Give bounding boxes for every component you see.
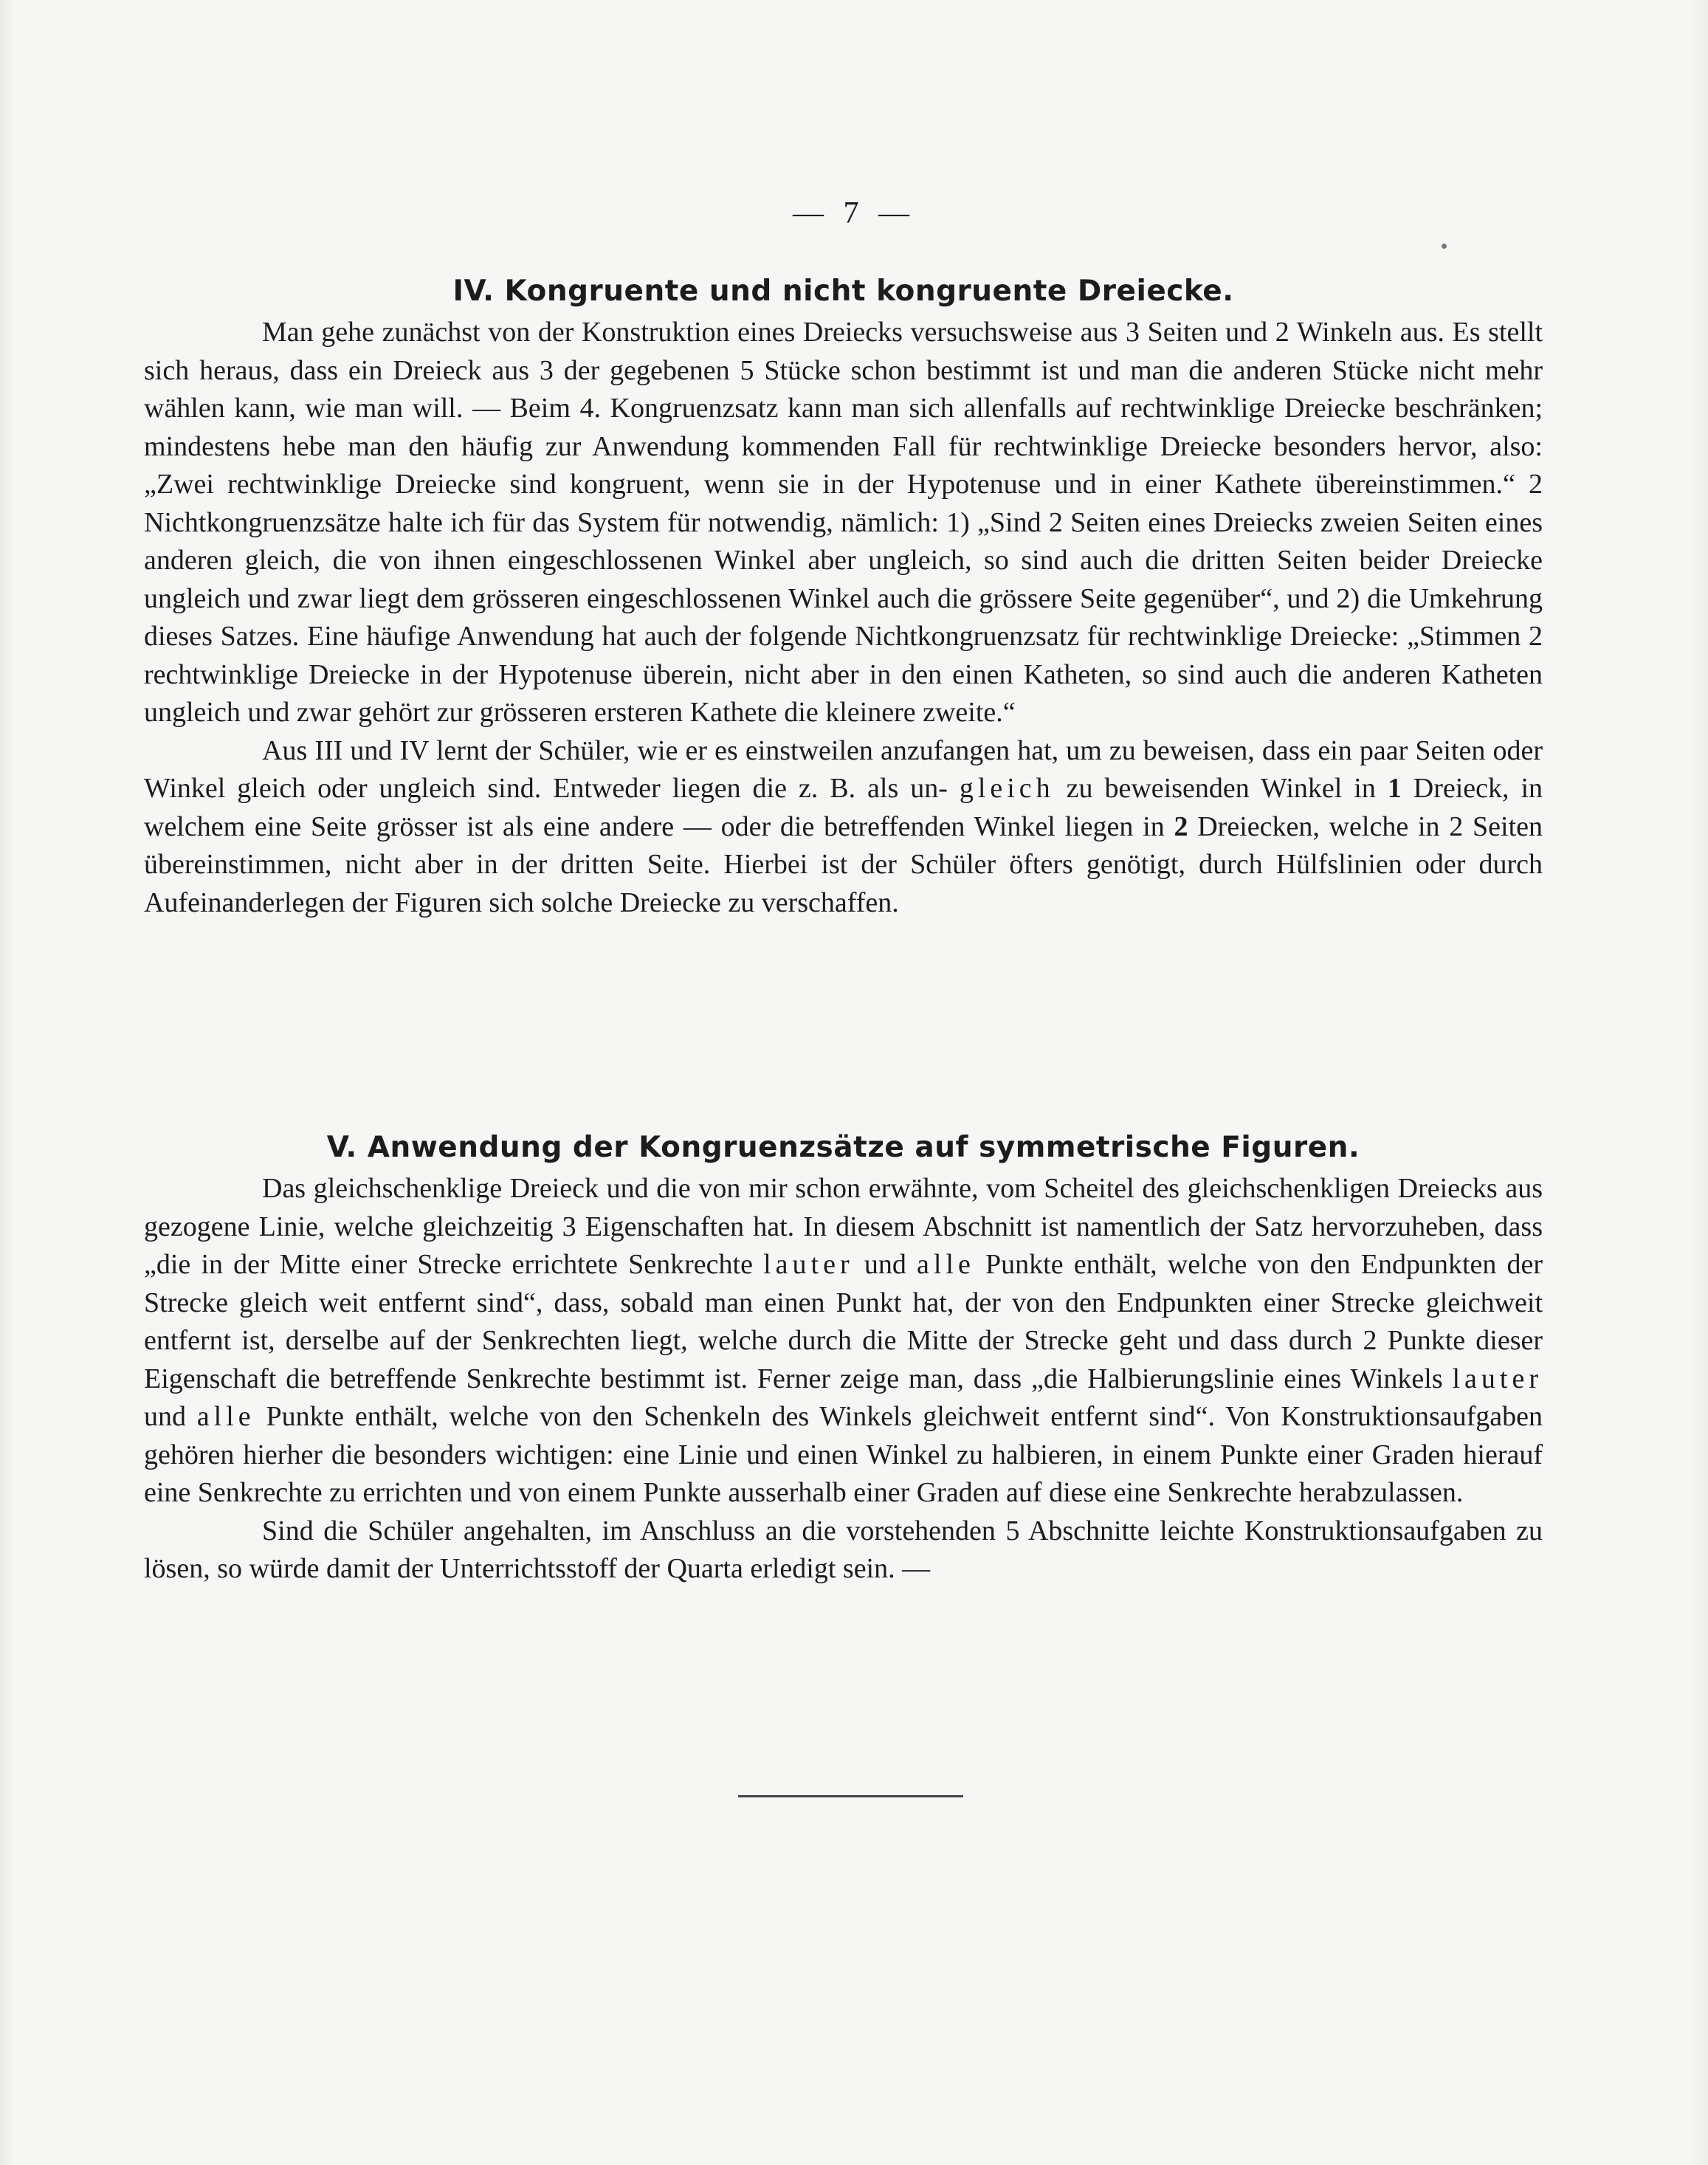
text-run: Das gleichschenklige Dreieck und die von mir schon erwähnte, vom Scheitel des gleichschenkligen Dreiecks aus gezogene Linie, welche gleichzeitig 3 Eigenschaften hat. In diesem Abschnitt ist namentlich der Satz hervorzuheben, dass „die in der Mitte einer Strecke errichtete Senkrechte — [144, 1173, 1543, 1280]
closing-rule — [738, 1795, 963, 1797]
text-run: Aus III und IV lernt der Schüler, wie er es einstweilen anzufangen hat, um zu beweisen, dass ein paar Seiten oder Winkel gleich oder ungleich sind. Entweder liegen die z. B. als un- — [144, 734, 1543, 804]
spaced-emphasis: gleich — [959, 773, 1055, 804]
text-run: und — [144, 1401, 186, 1432]
page-number: — 7 — — [793, 196, 915, 230]
scan-speck — [1442, 244, 1447, 249]
bold-number: 2 — [1174, 810, 1188, 842]
section-4 — [144, 269, 1543, 922]
text-run: Punkte enthält, welche von den Endpunkten der Strecke gleich weit entfernt sind“, dass, sobald man einen Punkt hat, der von den Endpunkten einer Strecke gleichweit entfernt ist, derselbe auf der Senkrechten liegt, welche durch die Mitte der Strecke geht und dass durch 2 Punkte dieser Eigenschaft die betreffende Senkrechte bestimmt ist. Ferner zeige man, dass „die Halbierungslinie eines Winkels — [144, 1249, 1543, 1394]
section-4-paragraph-2 — [144, 732, 1543, 923]
section-5-paragraph-2: Sind die Schüler angehalten, im Anschluss an die vorstehenden 5 Abschnitte leichte Konstruktionsaufgaben zu lösen, so würde damit der Unterrichtsstoff der Quarta erledigt sein. — — [144, 1515, 1543, 1584]
bold-number: 1 — [1387, 773, 1402, 804]
section-4-title: IV. Kongruente und nicht kongruente Dreiecke. — [452, 275, 1234, 308]
spaced-emphasis: lauter — [1452, 1363, 1543, 1394]
text-run: Dreiecken, welche in 2 Seiten übereinstimmen, nicht aber in der dritten Seite. Hierbei ist der Schüler öfters genötigt, durch Hülfslinien oder durch Aufeinanderlegen der Figuren sich solche Dreiecke zu verschaffen. — [144, 810, 1543, 918]
text-run: und — [864, 1249, 906, 1280]
spaced-emphasis: alle — [916, 1249, 975, 1280]
section-5-paragraph-1 — [144, 1170, 1543, 1512]
section-4-paragraph-1: Man gehe zunächst von der Konstruktion eines Dreiecks versuchsweise aus 3 Seiten und 2 Winkeln aus. Es stellt sich heraus, dass ein Dreieck aus 3 der gegebenen 5 Stücke schon bestimmt ist und man die anderen Stücke nicht mehr wählen kann, wie man will. — Beim 4. Kongruenzsatz kann man sich allenfalls auf rechtwinklige Dreiecke beschränken; mindestens hebe man den häufig zur Anwendung kommenden Fall für rechtwinklige Dreiecke besonders hervor, also: „Zwei rechtwinklige Dreiecke sind kongruent, wenn sie in der Hypotenuse und in einer Kathete übereinstimmen.“ 2 Nichtkongruenzsätze halte ich für das System für notwendig, nämlich: 1) „Sind 2 Seiten eines Dreiecks zweien Seiten eines anderen gleich, die von ihnen eingeschlossenen Winkel aber ungleich, so sind auch die dritten Seiten beider Dreiecke ungleich und zwar liegt dem grösseren eingeschlossenen Winkel auch die grössere Seite gegenüber“, und 2) die Umkehrung dieses Satzes. Eine häufige Anwendung hat auch der folgende Nichtkongruenzsatz für rechtwinklige Dreiecke: „Stimmen 2 rechtwinklige Dreiecke in der Hypotenuse überein, nicht aber in den einen Katheten, so sind auch die anderen Katheten ungleich und zwar gehört zur grösseren ersteren Kathete die kleinere zweite.“ — [144, 317, 1543, 728]
section-5-title: V. Anwendung der Kongruenzsätze auf symmetrische Figuren. — [326, 1131, 1360, 1164]
text-run: zu beweisenden Winkel in — [1066, 773, 1376, 804]
spaced-emphasis: lauter — [763, 1249, 854, 1280]
section-5 — [144, 1126, 1543, 1589]
text-run: Punkte enthält, welche von den Schenkeln des Winkels gleichweit entfernt sind“. Von Konstruktionsaufgaben gehören hierher die besonders wichtigen: eine Linie und einen Winkel zu halbieren, in einem Punkte einer Graden hierauf eine Senkrechte zu errichten und von einem Punkte ausserhalb einer Graden auf diese eine Senkrechte herabzulassen. — [144, 1401, 1543, 1508]
text-run: Dreieck, in welchem eine Seite grösser ist als eine andere — oder die betreffenden Winkel liegen in — [144, 773, 1543, 842]
spaced-emphasis: alle — [196, 1401, 255, 1432]
